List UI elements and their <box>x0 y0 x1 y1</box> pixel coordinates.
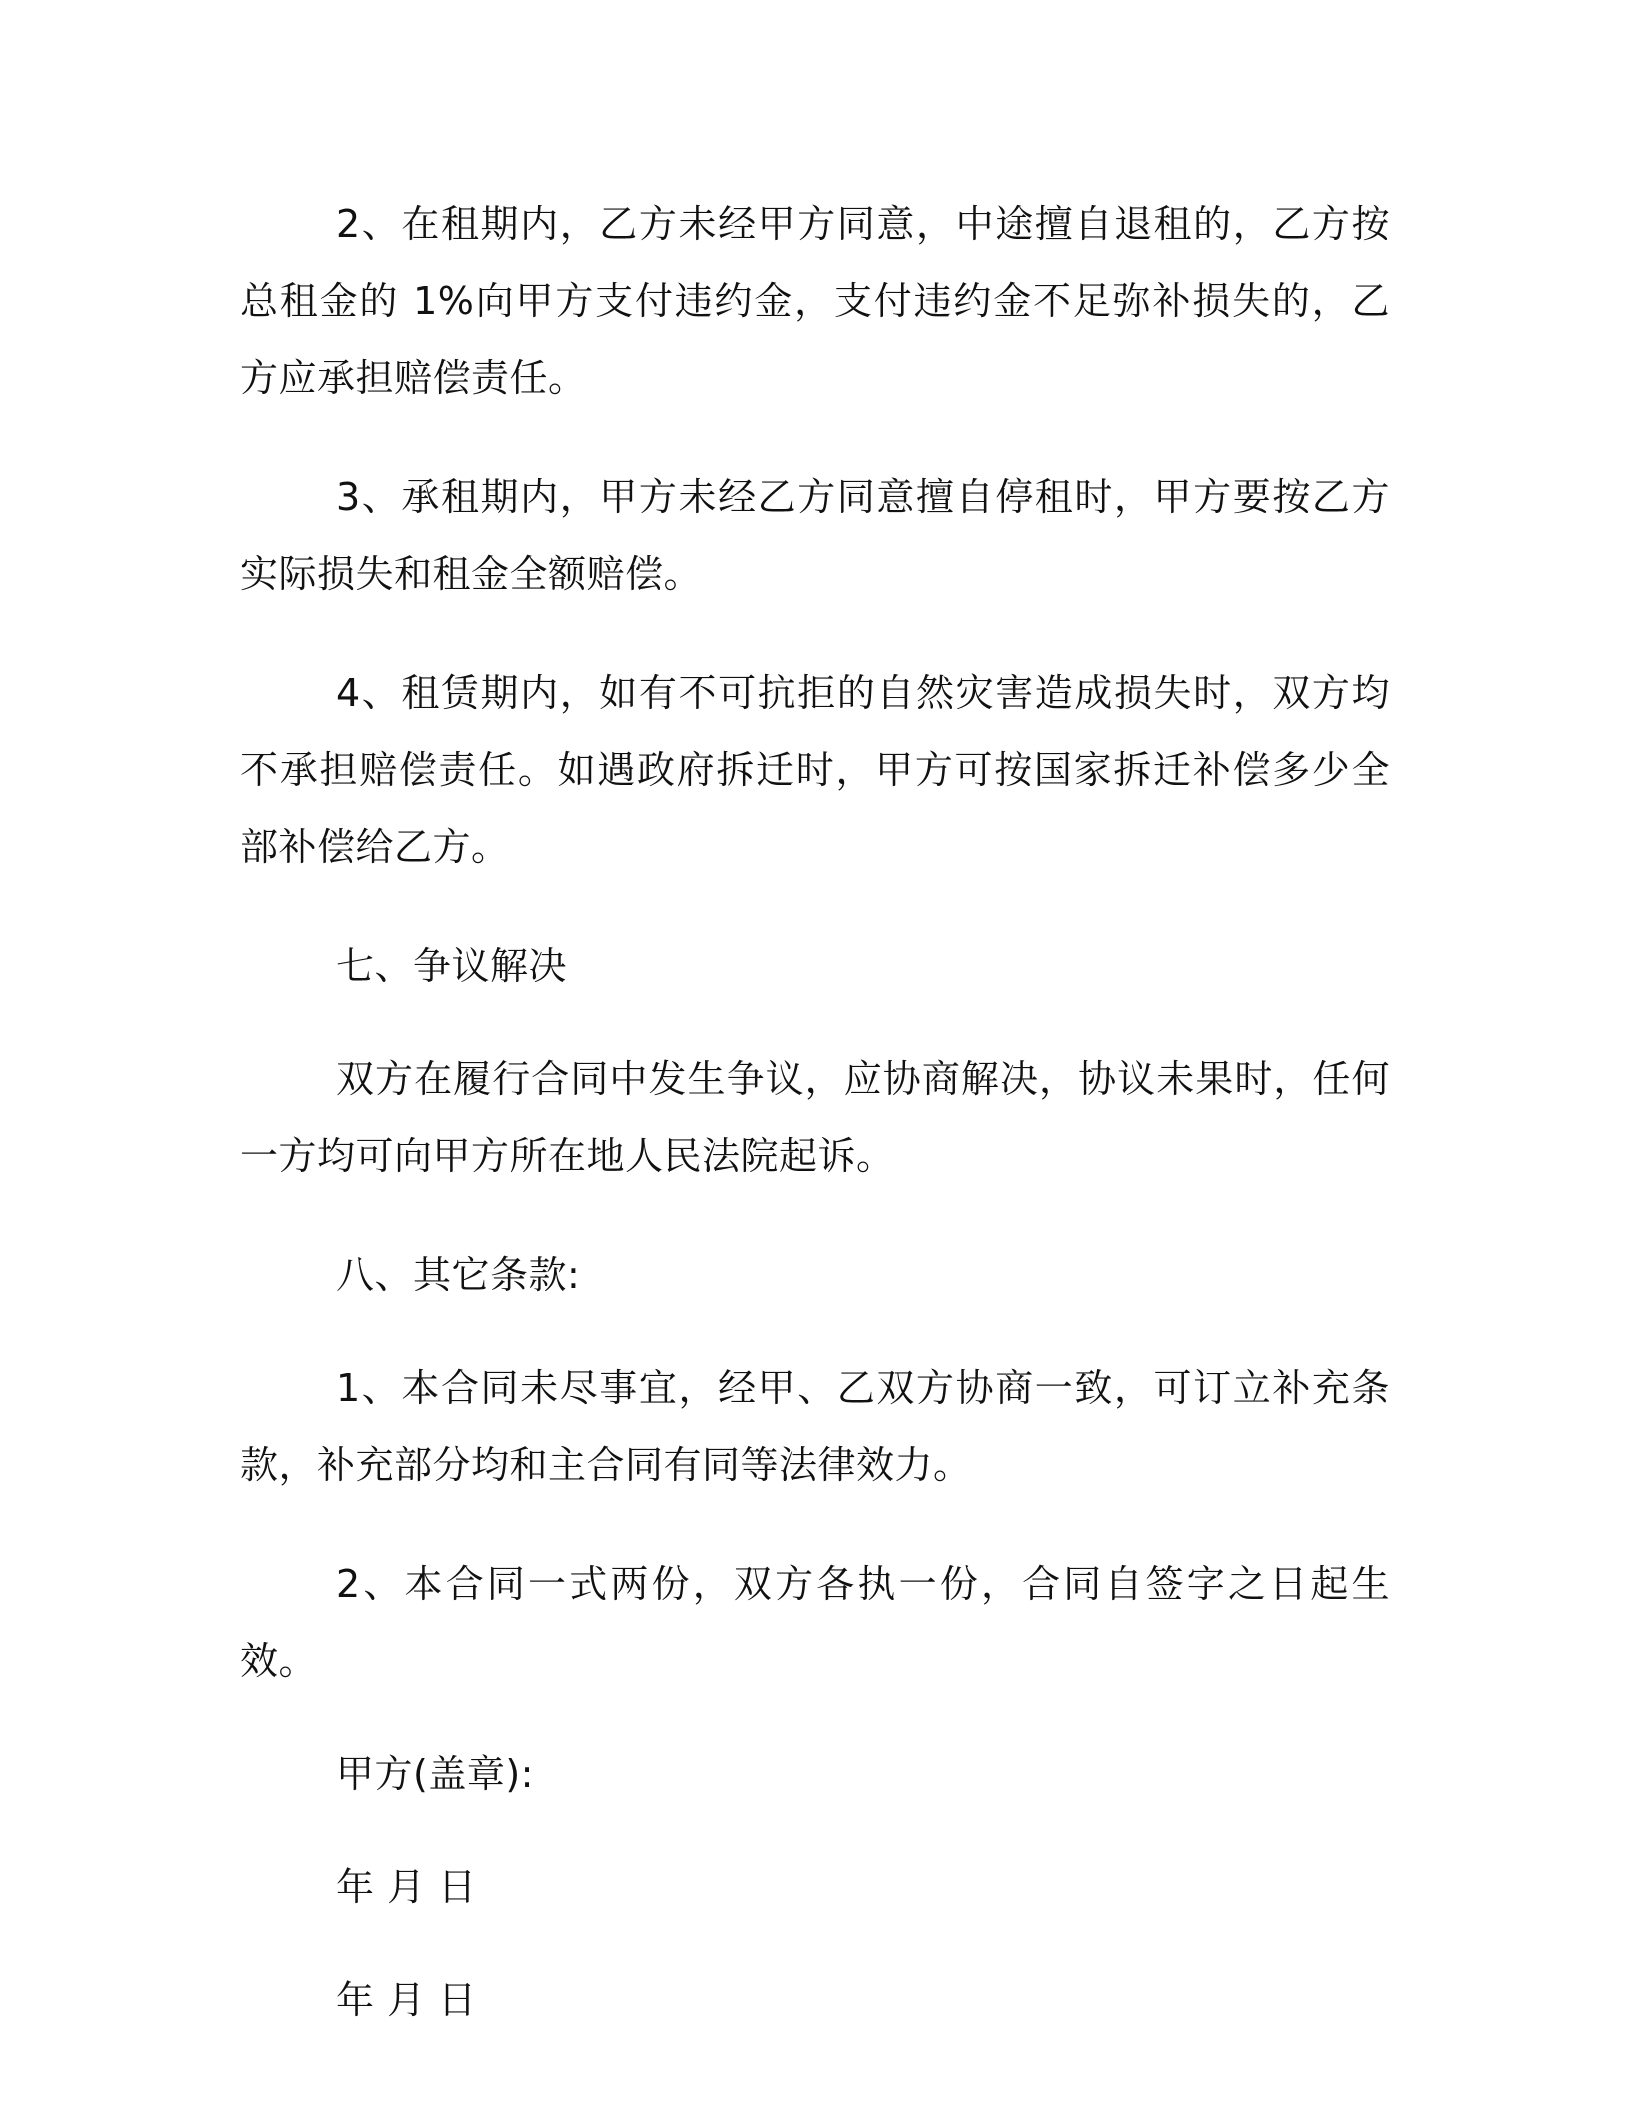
other-terms-clause-2: 2、本合同一式两份，双方各执一份，合同自签字之日起生效。 <box>240 1562 1390 1683</box>
section-heading-dispute-resolution: 七、争议解决 <box>336 944 568 988</box>
dispute-resolution-text: 双方在履行合同中发生争议，应协商解决，协议未果时，任何一方均可向甲方所在地人民法院起诉。 <box>240 1057 1390 1178</box>
document-body <box>240 186 1390 2075</box>
clause-2-early-termination: 2、在租期内，乙方未经甲方同意，中途擅自退租的，乙方按总租金的 1%向甲方支付违约金，支付违约金不足弥补损失的，乙方应承担赔偿责任。 <box>240 202 1390 400</box>
other-terms-clause-1: 1、本合同未尽事宜，经甲、乙双方协商一致，可订立补充条款，补充部分均和主合同有同等法律效力。 <box>240 1366 1390 1487</box>
clause-3-lessor-stop-lease: 3、承租期内，甲方未经乙方同意擅自停租时，甲方要按乙方实际损失和租金全额赔偿。 <box>240 475 1390 596</box>
party-a-seal-label: 甲方(盖章): <box>336 1752 534 1796</box>
section-heading-other-terms: 八、其它条款: <box>336 1253 581 1297</box>
signature-date-1: 年 月 日 <box>336 1865 477 1909</box>
clause-4-force-majeure: 4、租赁期内，如有不可抗拒的自然灾害造成损失时，双方均不承担赔偿责任。如遇政府拆迁时，甲方可按国家拆迁补偿多少全部补偿给乙方。 <box>240 671 1390 869</box>
signature-date-2: 年 月 日 <box>336 1978 477 2022</box>
